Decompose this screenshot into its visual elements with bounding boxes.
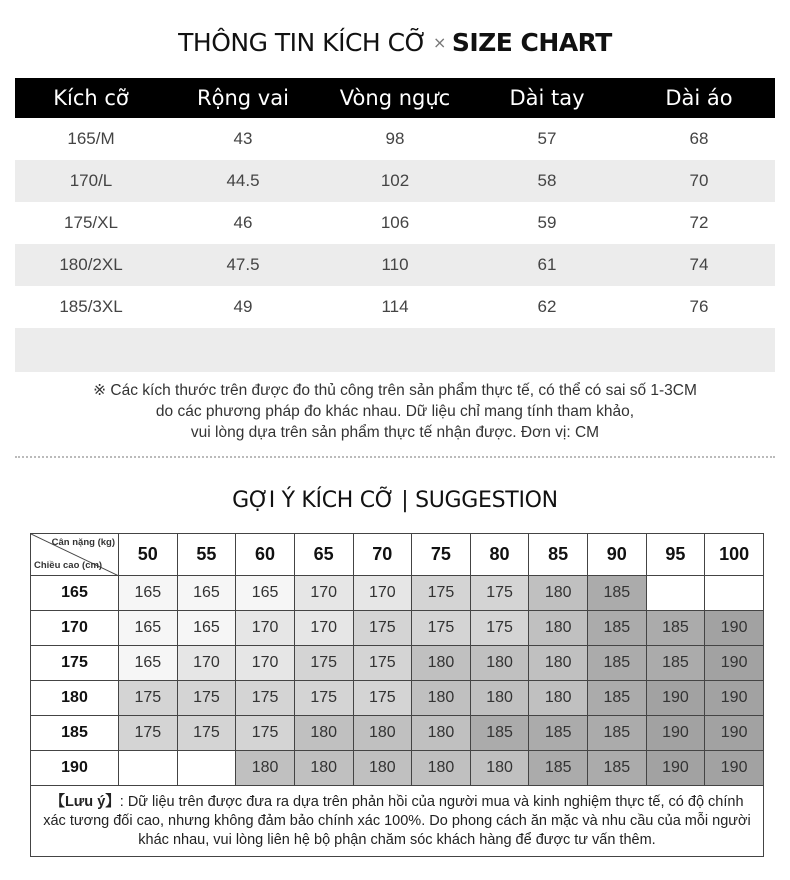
suggestion-title: GỢI Ý KÍCH CỠ | SUGGESTION bbox=[232, 488, 558, 513]
table-cell: 58 bbox=[471, 160, 623, 202]
height-row bbox=[31, 576, 764, 611]
suggested-size-cell: 175 bbox=[236, 716, 295, 751]
suggested-size-cell: 170 bbox=[353, 576, 412, 611]
table-cell: 68 bbox=[623, 118, 775, 160]
suggested-size-cell: 185 bbox=[529, 716, 588, 751]
table-cell: 43 bbox=[167, 118, 319, 160]
suggested-size-cell: 190 bbox=[705, 681, 764, 716]
suggested-size-cell: 180 bbox=[353, 716, 412, 751]
suggested-size-cell: 165 bbox=[119, 576, 178, 611]
suggested-size-cell: 190 bbox=[705, 611, 764, 646]
suggested-size-cell: 175 bbox=[470, 576, 529, 611]
suggested-size-cell: 180 bbox=[470, 646, 529, 681]
suggested-size-cell: 180 bbox=[529, 681, 588, 716]
weight-header-cell: 70 bbox=[353, 534, 412, 576]
suggested-size-cell: 175 bbox=[294, 681, 353, 716]
suggested-size-cell: 165 bbox=[119, 611, 178, 646]
suggested-size-cell bbox=[119, 751, 178, 786]
weight-header-cell: 55 bbox=[177, 534, 236, 576]
table-row bbox=[15, 244, 775, 286]
suggested-size-cell: 170 bbox=[294, 611, 353, 646]
column-header-size: Kích cỡ bbox=[15, 78, 167, 118]
table-cell: 44.5 bbox=[167, 160, 319, 202]
suggested-size-cell: 185 bbox=[588, 751, 647, 786]
height-row bbox=[31, 681, 764, 716]
table-row bbox=[15, 160, 775, 202]
table-cell: 72 bbox=[623, 202, 775, 244]
weight-header-cell: 65 bbox=[294, 534, 353, 576]
suggested-size-cell: 180 bbox=[470, 751, 529, 786]
suggested-size-cell: 170 bbox=[236, 611, 295, 646]
table-cell: 102 bbox=[319, 160, 471, 202]
suggested-size-cell: 175 bbox=[119, 681, 178, 716]
suggested-size-cell: 185 bbox=[588, 681, 647, 716]
note-line: vui lòng dựa trên sản phẩm thực tế nhận được. Đơn vị: CM bbox=[190, 424, 600, 441]
footnote-text: : Dữ liệu trên được đưa ra dựa trên phản hồi của người mua và kinh nghiệm thực tế, có độ chính xác tương đối cao, nhưng không đảm bảo chính xác 100%. Do phong cách ăn mặc và nhu cầu của mỗi người khác nhau, vui lòng liên hệ bộ phận chăm sóc khách hàng để được tư vấn thêm. bbox=[43, 794, 751, 848]
dotted-divider bbox=[15, 456, 775, 458]
table-cell: 74 bbox=[623, 244, 775, 286]
column-header-length: Dài áo bbox=[623, 78, 775, 118]
empty-row bbox=[15, 328, 775, 372]
weight-header-cell: 50 bbox=[119, 534, 178, 576]
note-line: ※ Các kích thước trên được đo thủ công trên sản phẩm thực tế, có thể có sai số 1-3CM bbox=[93, 382, 697, 399]
weight-header-cell: 75 bbox=[412, 534, 471, 576]
table-cell: 165/M bbox=[15, 118, 167, 160]
height-header-cell: 180 bbox=[31, 681, 119, 716]
column-header-chest: Vòng ngực bbox=[319, 78, 471, 118]
suggested-size-cell: 175 bbox=[177, 716, 236, 751]
table-cell: 185/3XL bbox=[15, 286, 167, 328]
suggested-size-cell: 170 bbox=[294, 576, 353, 611]
weight-header-cell: 95 bbox=[646, 534, 705, 576]
suggested-size-cell: 180 bbox=[412, 646, 471, 681]
table-cell: 170/L bbox=[15, 160, 167, 202]
suggested-size-cell: 175 bbox=[119, 716, 178, 751]
suggested-size-cell: 190 bbox=[646, 751, 705, 786]
suggested-size-cell: 170 bbox=[236, 646, 295, 681]
suggested-size-cell: 190 bbox=[646, 681, 705, 716]
title-vietnamese: THÔNG TIN KÍCH CỠ bbox=[178, 28, 427, 57]
suggested-size-cell: 185 bbox=[588, 646, 647, 681]
height-row bbox=[31, 751, 764, 786]
height-header-cell: 170 bbox=[31, 611, 119, 646]
measurement-note bbox=[0, 380, 790, 443]
table-cell: 114 bbox=[319, 286, 471, 328]
table-cell: 62 bbox=[471, 286, 623, 328]
suggested-size-cell: 190 bbox=[646, 716, 705, 751]
column-header-sleeve: Dài tay bbox=[471, 78, 623, 118]
note-line: do các phương pháp đo khác nhau. Dữ liệu chỉ mang tính tham khảo, bbox=[155, 403, 635, 420]
suggested-size-cell: 165 bbox=[177, 611, 236, 646]
suggested-size-cell: 180 bbox=[529, 646, 588, 681]
suggested-size-cell: 165 bbox=[236, 576, 295, 611]
table-cell: 76 bbox=[623, 286, 775, 328]
table-cell: 175/XL bbox=[15, 202, 167, 244]
suggested-size-cell: 180 bbox=[529, 576, 588, 611]
suggested-size-cell: 175 bbox=[412, 611, 471, 646]
suggested-size-cell: 185 bbox=[646, 611, 705, 646]
suggested-size-cell: 165 bbox=[119, 646, 178, 681]
suggested-size-cell bbox=[646, 576, 705, 611]
suggested-size-cell: 175 bbox=[353, 646, 412, 681]
table-cell: 57 bbox=[471, 118, 623, 160]
suggested-size-cell: 175 bbox=[412, 576, 471, 611]
suggested-size-cell: 180 bbox=[529, 611, 588, 646]
weight-axis-label: Cân nặng (kg) bbox=[51, 537, 115, 548]
suggested-size-cell: 185 bbox=[646, 646, 705, 681]
suggested-size-cell: 190 bbox=[705, 751, 764, 786]
suggested-size-cell: 185 bbox=[529, 751, 588, 786]
table-cell: 110 bbox=[319, 244, 471, 286]
suggested-size-cell: 190 bbox=[705, 716, 764, 751]
weight-header-cell: 80 bbox=[470, 534, 529, 576]
suggested-size-cell: 180 bbox=[412, 681, 471, 716]
size-chart-table bbox=[15, 78, 775, 372]
weight-header-cell: 60 bbox=[236, 534, 295, 576]
weight-header-cell: 100 bbox=[705, 534, 764, 576]
column-header-shoulder: Rộng vai bbox=[167, 78, 319, 118]
height-row bbox=[31, 611, 764, 646]
table-cell: 106 bbox=[319, 202, 471, 244]
suggested-size-cell: 180 bbox=[294, 716, 353, 751]
suggested-size-cell: 175 bbox=[294, 646, 353, 681]
suggested-size-cell: 165 bbox=[177, 576, 236, 611]
table-cell: 46 bbox=[167, 202, 319, 244]
height-header-cell: 190 bbox=[31, 751, 119, 786]
height-header-cell: 175 bbox=[31, 646, 119, 681]
suggested-size-cell: 175 bbox=[353, 681, 412, 716]
suggested-size-cell: 185 bbox=[588, 611, 647, 646]
suggested-size-cell: 185 bbox=[588, 576, 647, 611]
weight-header-cell: 90 bbox=[588, 534, 647, 576]
suggested-size-cell: 175 bbox=[353, 611, 412, 646]
height-row bbox=[31, 646, 764, 681]
table-row bbox=[15, 118, 775, 160]
height-row bbox=[31, 716, 764, 751]
weight-header-cell: 85 bbox=[529, 534, 588, 576]
title-separator: × bbox=[432, 33, 446, 52]
suggested-size-cell: 175 bbox=[177, 681, 236, 716]
suggested-size-cell: 185 bbox=[470, 716, 529, 751]
table-cell: 47.5 bbox=[167, 244, 319, 286]
suggested-size-cell: 180 bbox=[353, 751, 412, 786]
suggested-size-cell: 175 bbox=[470, 611, 529, 646]
table-cell: 180/2XL bbox=[15, 244, 167, 286]
height-header-cell: 185 bbox=[31, 716, 119, 751]
suggested-size-cell: 170 bbox=[177, 646, 236, 681]
suggested-size-cell: 180 bbox=[236, 751, 295, 786]
suggested-size-cell: 180 bbox=[470, 681, 529, 716]
suggested-size-cell: 180 bbox=[412, 751, 471, 786]
table-cell: 61 bbox=[471, 244, 623, 286]
empty-cell bbox=[15, 328, 775, 372]
suggested-size-cell: 180 bbox=[412, 716, 471, 751]
weight-header-row bbox=[31, 534, 764, 576]
size-suggestion-table bbox=[30, 533, 764, 786]
suggested-size-cell: 180 bbox=[294, 751, 353, 786]
table-cell: 98 bbox=[319, 118, 471, 160]
table-row bbox=[15, 202, 775, 244]
title-english: SIZE CHART bbox=[451, 28, 612, 57]
height-header-cell: 165 bbox=[31, 576, 119, 611]
suggested-size-cell: 175 bbox=[236, 681, 295, 716]
suggested-size-cell: 190 bbox=[705, 646, 764, 681]
table-cell: 70 bbox=[623, 160, 775, 202]
disclaimer-footnote bbox=[30, 785, 764, 857]
size-chart-header-row bbox=[15, 78, 775, 118]
table-cell: 59 bbox=[471, 202, 623, 244]
footnote-label: 【Lưu ý】 bbox=[50, 794, 120, 810]
suggested-size-cell bbox=[177, 751, 236, 786]
corner-cell bbox=[31, 534, 119, 576]
size-chart-title bbox=[0, 28, 790, 57]
table-cell: 49 bbox=[167, 286, 319, 328]
height-axis-label: Chiều cao (cm) bbox=[34, 560, 103, 571]
suggested-size-cell bbox=[705, 576, 764, 611]
suggested-size-cell: 185 bbox=[588, 716, 647, 751]
table-row bbox=[15, 286, 775, 328]
